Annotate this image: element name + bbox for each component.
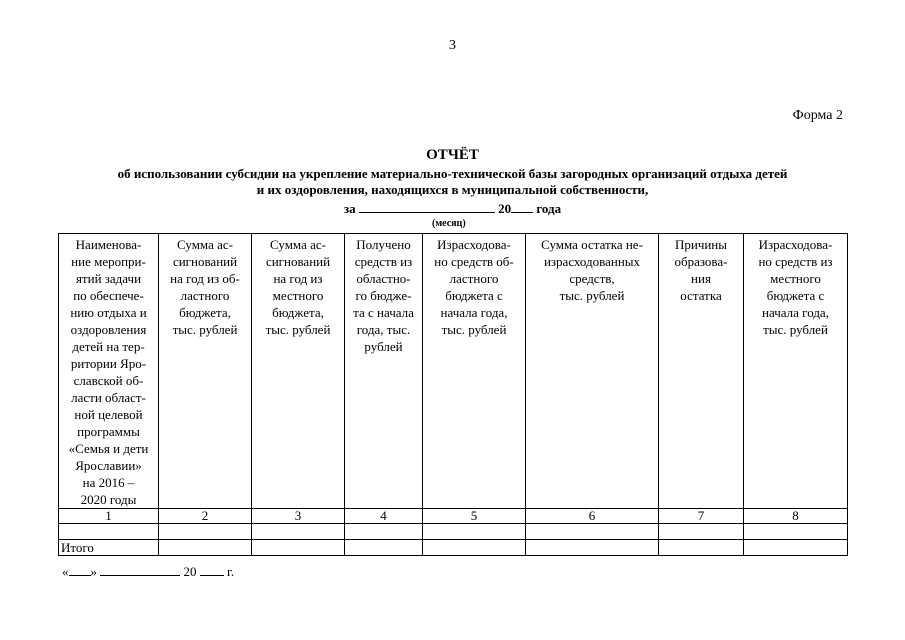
column-number: 4 <box>345 509 423 524</box>
date-close-quote: » <box>90 564 97 579</box>
report-title: ОТЧЁТ <box>426 147 479 163</box>
table-cell[interactable] <box>659 524 744 540</box>
total-label: Итого <box>59 540 159 556</box>
total-cell[interactable] <box>159 540 252 556</box>
date-month-blank <box>100 563 180 576</box>
data-row <box>59 524 848 540</box>
column-number: 8 <box>744 509 848 524</box>
year-blank <box>511 200 533 213</box>
report-period <box>0 200 905 217</box>
period-suffix: года <box>536 201 562 216</box>
date-year-prefix: 20 <box>183 564 197 579</box>
column-header: Израсходова- но средств об- ластного бюджета с начала года, тыс. рублей <box>423 234 526 509</box>
column-header: Причины образова- ния остатка <box>659 234 744 509</box>
report-table <box>58 233 848 556</box>
table-cell[interactable] <box>252 524 345 540</box>
column-header: Сумма ас- сигнований на год из местного бюджета, тыс. рублей <box>252 234 345 509</box>
month-hint: (месяц) <box>432 218 466 229</box>
total-cell[interactable] <box>659 540 744 556</box>
column-number: 3 <box>252 509 345 524</box>
column-header: Наименова- ние меропри- ятий задачи по обеспече- нию отдыха и оздоровления детей на тер- ритории Яро- славской об- ласти област- ной целевой программы «Семья и дети Ярославии» на 2016 – 2020 годы <box>59 234 159 509</box>
column-number: 2 <box>159 509 252 524</box>
day-blank <box>69 563 91 576</box>
table-cell[interactable] <box>345 524 423 540</box>
table-cell[interactable] <box>59 524 159 540</box>
report-subtitle-line1: об использовании субсидии на укрепление материально-технической базы загородных организаций отдыха детей <box>117 166 788 181</box>
column-number: 1 <box>59 509 159 524</box>
total-cell[interactable] <box>744 540 848 556</box>
total-cell[interactable] <box>345 540 423 556</box>
column-header: Израсходова- но средств из местного бюджета с начала года, тыс. рублей <box>744 234 848 509</box>
period-prefix: за <box>343 201 356 216</box>
column-number-row <box>59 509 848 524</box>
date-open-quote: « <box>62 564 69 579</box>
form-label: Форма 2 <box>792 108 843 123</box>
column-number: 7 <box>659 509 744 524</box>
month-blank <box>359 200 495 213</box>
period-year-prefix: 20 <box>498 201 512 216</box>
date-year-blank <box>200 563 224 576</box>
column-number: 6 <box>526 509 659 524</box>
table-cell[interactable] <box>159 524 252 540</box>
column-header: Сумма остатка не- израсходованных средств, тыс. рублей <box>526 234 659 509</box>
signature-date-line <box>62 563 234 580</box>
total-cell[interactable] <box>423 540 526 556</box>
table-cell[interactable] <box>526 524 659 540</box>
total-row <box>59 540 848 556</box>
total-cell[interactable] <box>526 540 659 556</box>
date-suffix: г. <box>227 564 235 579</box>
column-header: Получено средств из областно- го бюдже- та с начала года, тыс. рублей <box>345 234 423 509</box>
total-cell[interactable] <box>252 540 345 556</box>
column-header: Сумма ас- сигнований на год из об- ластного бюджета, тыс. рублей <box>159 234 252 509</box>
report-subtitle-line2: и их оздоровления, находящихся в муниципальной собственности, <box>256 182 649 197</box>
page-number: 3 <box>449 38 456 53</box>
column-number: 5 <box>423 509 526 524</box>
table-cell[interactable] <box>423 524 526 540</box>
header-row <box>59 234 848 509</box>
table-cell[interactable] <box>744 524 848 540</box>
